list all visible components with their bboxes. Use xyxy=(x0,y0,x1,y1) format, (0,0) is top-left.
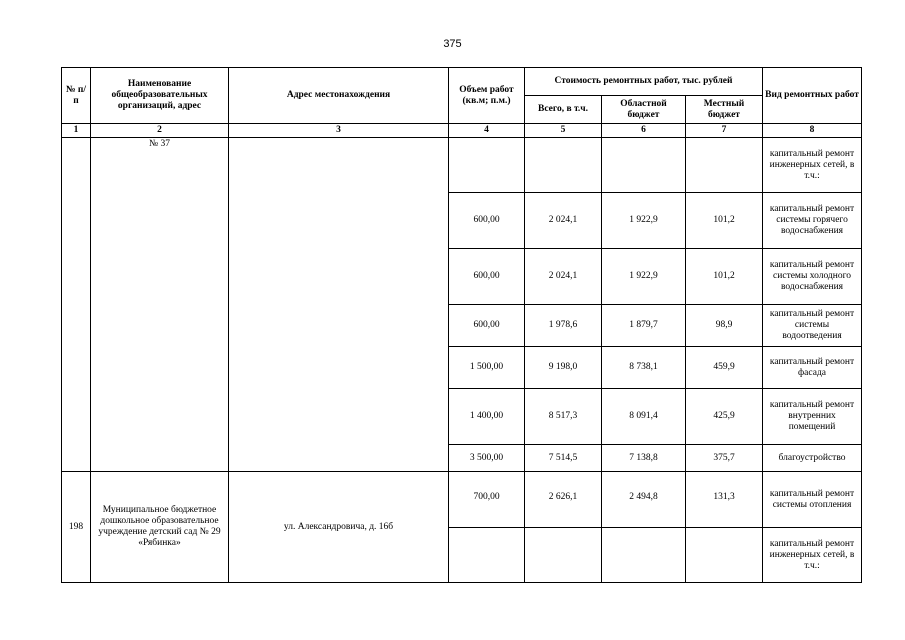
volume-cell: 600,00 xyxy=(449,249,525,305)
work-type-cell: капитальный ремонт внутренних помещений xyxy=(763,389,862,445)
local-cell: 459,9 xyxy=(686,347,763,389)
regional-cell: 1 922,9 xyxy=(602,249,686,305)
volume-cell: 3 500,00 xyxy=(449,445,525,472)
header-address: Адрес местонахождения xyxy=(229,68,449,124)
column-number: 1 xyxy=(62,124,91,138)
work-type-cell: капитальный ремонт системы отопления xyxy=(763,472,862,528)
work-type-cell: капитальный ремонт фасада xyxy=(763,347,862,389)
page-number: 375 xyxy=(443,38,462,50)
header-local: Местный бюджет xyxy=(686,96,763,124)
volume-cell: 1 400,00 xyxy=(449,389,525,445)
column-number: 3 xyxy=(229,124,449,138)
total-cell: 7 514,5 xyxy=(525,445,602,472)
volume-cell: 700,00 xyxy=(449,472,525,528)
total-cell xyxy=(525,138,602,193)
header-regional: Областной бюджет xyxy=(602,96,686,124)
work-type-cell: капитальный ремонт инженерных сетей, в т.ч.: xyxy=(763,138,862,193)
header-total: Всего, в т.ч. xyxy=(525,96,602,124)
work-type-cell: капитальный ремонт инженерных сетей, в т.ч.: xyxy=(763,528,862,583)
header-volume: Объем работ (кв.м; п.м.) xyxy=(449,68,525,124)
local-cell xyxy=(686,138,763,193)
total-cell: 8 517,3 xyxy=(525,389,602,445)
column-number: 6 xyxy=(602,124,686,138)
column-number: 4 xyxy=(449,124,525,138)
volume-cell: 600,00 xyxy=(449,305,525,347)
local-cell: 375,7 xyxy=(686,445,763,472)
org-number xyxy=(62,138,91,472)
total-cell: 1 978,6 xyxy=(525,305,602,347)
org-name: № 37 xyxy=(91,138,229,472)
volume-cell xyxy=(449,138,525,193)
repair-works-table xyxy=(61,67,862,583)
work-type-cell: капитальный ремонт системы холодного водоснабжения xyxy=(763,249,862,305)
org-address xyxy=(229,138,449,472)
header-cost-group: Стоимость ремонтных работ, тыс. рублей xyxy=(525,68,763,96)
total-cell: 2 024,1 xyxy=(525,249,602,305)
volume-cell: 600,00 xyxy=(449,193,525,249)
table-row xyxy=(62,138,862,193)
total-cell: 2 626,1 xyxy=(525,472,602,528)
regional-cell xyxy=(602,528,686,583)
header-work-type: Вид ремонтных работ xyxy=(763,68,862,124)
regional-cell: 8 091,4 xyxy=(602,389,686,445)
local-cell: 101,2 xyxy=(686,193,763,249)
org-address: ул. Александровича, д. 16б xyxy=(229,472,449,583)
org-number: 198 xyxy=(62,472,91,583)
total-cell: 2 024,1 xyxy=(525,193,602,249)
regional-cell: 2 494,8 xyxy=(602,472,686,528)
column-number-row xyxy=(62,124,862,138)
regional-cell: 1 922,9 xyxy=(602,193,686,249)
work-type-cell: капитальный ремонт системы горячего водоснабжения xyxy=(763,193,862,249)
column-number: 5 xyxy=(525,124,602,138)
total-cell xyxy=(525,528,602,583)
local-cell: 131,3 xyxy=(686,472,763,528)
volume-cell xyxy=(449,528,525,583)
regional-cell xyxy=(602,138,686,193)
total-cell: 9 198,0 xyxy=(525,347,602,389)
header-name: Наименование общеобразовательных организаций, адрес xyxy=(91,68,229,124)
work-type-cell: капитальный ремонт системы водоотведения xyxy=(763,305,862,347)
table-row xyxy=(62,472,862,528)
column-number: 8 xyxy=(763,124,862,138)
local-cell: 425,9 xyxy=(686,389,763,445)
header-num: № п/п xyxy=(62,68,91,124)
regional-cell: 8 738,1 xyxy=(602,347,686,389)
work-type-cell: благоустройство xyxy=(763,445,862,472)
volume-cell: 1 500,00 xyxy=(449,347,525,389)
org-name: Муниципальное бюджетное дошкольное образовательное учреждение детский сад № 29 «Рябинка» xyxy=(91,472,229,583)
local-cell: 101,2 xyxy=(686,249,763,305)
column-number: 2 xyxy=(91,124,229,138)
column-number: 7 xyxy=(686,124,763,138)
regional-cell: 7 138,8 xyxy=(602,445,686,472)
local-cell: 98,9 xyxy=(686,305,763,347)
regional-cell: 1 879,7 xyxy=(602,305,686,347)
local-cell xyxy=(686,528,763,583)
